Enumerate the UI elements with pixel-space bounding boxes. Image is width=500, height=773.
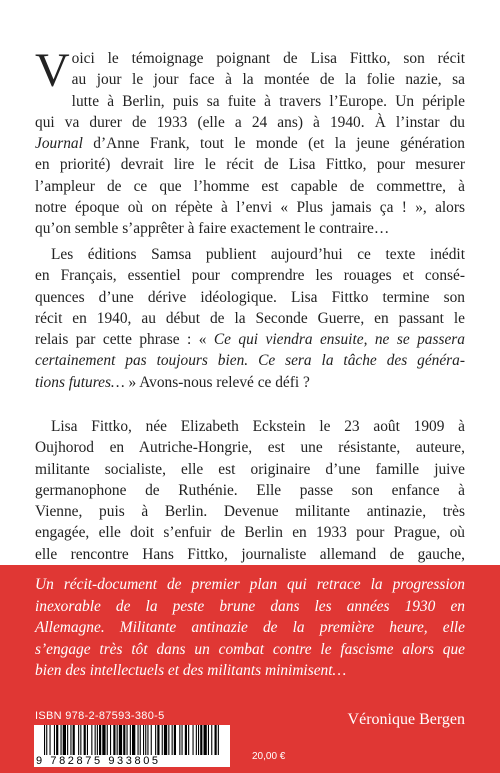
text-line: Lisa Fittko, née Elizabeth Eckstein le 23 août 1909 à	[51, 418, 465, 435]
pull-quote	[35, 574, 465, 682]
text-line: engagée, elle doit s’enfuir de Berlin en 1933 pour Prague, où	[35, 524, 465, 542]
text-line: Vienne, puis à Berlin. Devenue militante antinazie, très	[35, 503, 465, 521]
quote-line: Allemagne. Militante antinazie de la première heure, elle	[35, 619, 465, 636]
barcode	[34, 725, 230, 767]
quote-signature: Véronique Bergen	[347, 711, 465, 728]
isbn-label: ISBN 978-2-87593-380-5	[35, 710, 165, 722]
text-line: elle rencontre Hans Fittko, journaliste allemand de gauche,	[35, 545, 465, 563]
text-line: en priorité) devrait lire le récit de Lisa Fittko, pour mesurer	[35, 156, 465, 174]
quote-line: bien des intellectuels et des militants minimisent…	[35, 662, 347, 679]
text-line: au jour le jour face à la montée de la folie nazie, sa	[71, 71, 465, 89]
text-line: l’ampleur de ce que l’homme est capable de commettre, à	[35, 177, 465, 195]
text-line: Journal d’Anne Frank, tout le monde (et la jeune génération	[35, 135, 465, 153]
paragraph-biography	[35, 416, 465, 565]
text-line: germanophone de Ruthénie. Elle passe son enfance à	[35, 481, 465, 499]
text-line: certainement pas toujours bien. Ce sera la tâche des généra-	[35, 352, 465, 370]
journal-title: Journal	[35, 135, 83, 153]
price-label: 20,00 €	[252, 751, 286, 762]
quote-line: Un récit-document de premier plan qui retrace la progression	[35, 576, 465, 593]
text-line: relais par cette phrase : « Ce qui viendra ensuite, ne se passera	[35, 331, 465, 349]
text-line: récit en 1940, au début de la Seconde Guerre, en passant le	[35, 309, 465, 327]
text-line: tions futures… » Avons-nous relevé ce défi ?	[35, 373, 310, 391]
text-line: qui va durer de 1933 (elle a 24 ans) à 1940. À l’instar du	[35, 113, 465, 131]
paragraph-publisher	[35, 244, 465, 393]
quote-line: inexorable de la peste brune dans les années 1930 en	[35, 597, 465, 615]
paragraph-intro	[35, 44, 465, 240]
barcode-bars	[44, 725, 220, 755]
text-line: oici le témoignage poignant de Lisa Fittko, son récit	[71, 50, 465, 67]
text-line: lutte à Berlin, puis sa fuite à travers l’Europe. Un périple	[71, 92, 465, 110]
text-line: notre époque où on répète à l’envi « Plus jamais ça ! », alors	[35, 199, 465, 217]
text-line: militante socialiste, elle est originaire d’une famille juive	[35, 460, 465, 478]
text-line: en Français, essentiel pour comprendre les rouages et consé-	[35, 267, 465, 285]
text-line: Les éditions Samsa publient aujourd’hui ce texte inédit	[51, 246, 465, 263]
drop-cap: V	[35, 44, 70, 97]
text-line: quences d’une dérive idéologique. Lisa Fittko termine son	[35, 288, 465, 306]
quote-line: s’engage très tôt dans un combat contre le fascisme alors que	[35, 640, 465, 658]
text-line: Oujhorod en Autriche-Hongrie, est une résistante, auteure,	[35, 439, 465, 457]
barcode-digits: 9 782875 933805	[36, 755, 161, 767]
text-line: qu’on semble s’apprêter à faire exactement le contraire…	[35, 220, 390, 238]
red-quote-band	[0, 565, 500, 773]
